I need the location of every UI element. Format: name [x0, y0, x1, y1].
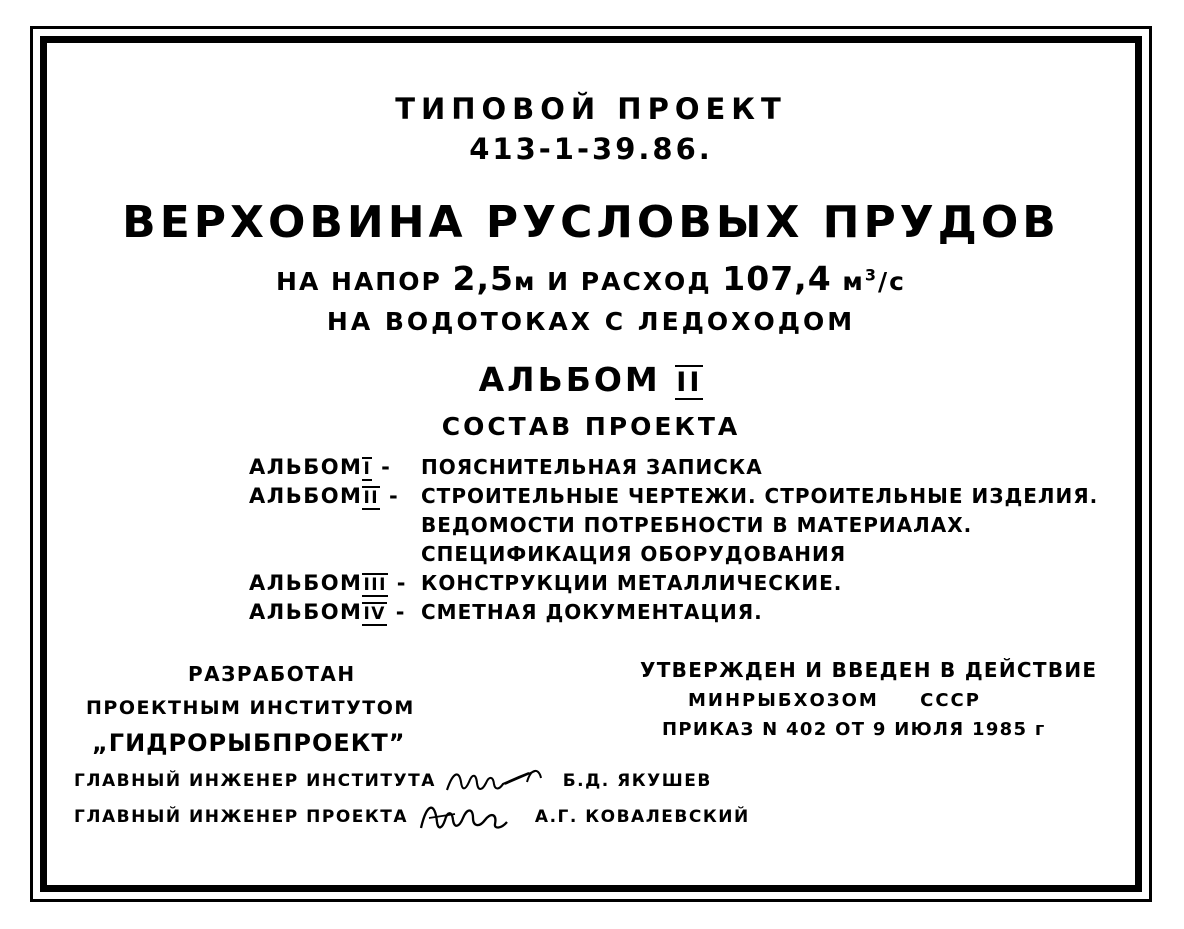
parameters-flow-unit-base: м	[842, 267, 865, 296]
list-item-continuation	[249, 513, 1019, 542]
page-title: ВЕРХОВИНА РУСЛОВЫХ ПРУДОВ	[122, 197, 1060, 248]
contents-item-prefix: АЛЬБОМ	[249, 455, 363, 479]
contents-item-number: II	[363, 488, 380, 508]
contents-item-text: СТРОИТЕЛЬНЫЕ ЧЕРТЕЖИ. СТРОИТЕЛЬНЫЕ ИЗДЕЛИЯ.	[421, 484, 1099, 508]
contents-item-dash: -	[395, 600, 406, 624]
contents-item-label	[249, 484, 421, 508]
contents-list	[249, 455, 1099, 629]
chief-engineer-project-row	[74, 807, 750, 827]
parameters-flow-unit-tail: /с	[877, 267, 906, 296]
album-number: II	[676, 367, 703, 398]
signature-yakushev	[443, 772, 555, 790]
chief-engineer-project-label: ГЛАВНЫЙ ИНЖЕНЕР ПРОЕКТА	[74, 807, 409, 827]
developer-block	[70, 662, 750, 827]
parameters-flow-unit	[842, 267, 906, 296]
list-item	[249, 571, 1019, 600]
contents-item-text: ВЕДОМОСТИ ПОТРЕБНОСТИ В МАТЕРИАЛАХ.	[421, 513, 973, 537]
signature-kovalevsky	[415, 808, 527, 826]
list-item	[249, 484, 1099, 513]
approval-country: СССР	[920, 690, 981, 711]
list-item-continuation	[249, 542, 1019, 571]
contents-item-prefix: АЛЬБОМ	[249, 600, 363, 624]
approval-line-2	[688, 690, 1110, 711]
contents-item-dash: -	[396, 571, 407, 595]
contents-item-number: III	[363, 575, 387, 595]
chief-engineer-project-name: А.Г. КОВАЛЕВСКИЙ	[534, 807, 750, 827]
parameters-head-value: 2,5	[452, 259, 514, 298]
project-label: ТИПОВОЙ ПРОЕКТ	[395, 92, 787, 126]
contents-item-label	[249, 600, 421, 624]
album-label: АЛЬБОМ	[478, 360, 661, 399]
conditions-line: НА ВОДОТОКАХ С ЛЕДОХОДОМ	[326, 307, 856, 336]
parameters-line	[54, 259, 1128, 298]
contents-item-number: I	[363, 459, 372, 479]
developer-institute-line: ПРОЕКТНЫМ ИНСТИТУТОМ	[86, 697, 415, 719]
chief-engineer-institute-name: Б.Д. ЯКУШЕВ	[562, 771, 712, 791]
parameters-head-prefix: НА НАПОР	[276, 267, 442, 296]
contents-item-text: СПЕЦИФИКАЦИЯ ОБОРУДОВАНИЯ	[421, 542, 847, 566]
list-item	[249, 600, 1019, 629]
contents-heading: СОСТАВ ПРОЕКТА	[441, 412, 741, 441]
chief-engineer-institute-row	[74, 771, 712, 791]
contents-item-text: ПОЯСНИТЕЛЬНАЯ ЗАПИСКА	[421, 455, 763, 479]
parameters-head-unit: м	[513, 267, 537, 296]
contents-item-label	[249, 455, 421, 479]
contents-item-number: IV	[363, 604, 386, 624]
contents-item-text: КОНСТРУКЦИИ МЕТАЛЛИЧЕСКИЕ.	[421, 571, 843, 595]
approval-organisation: МИНРЫБХОЗОМ	[688, 690, 879, 711]
approval-line-3: ПРИКАЗ N 402 ОТ 9 ИЮЛЯ 1985 г	[662, 719, 1046, 740]
parameters-flow-value: 107,4	[722, 259, 832, 298]
parameters-mid-text: И РАСХОД	[547, 267, 712, 296]
chief-engineer-institute-label: ГЛАВНЫЙ ИНЖЕНЕР ИНСТИТУТА	[74, 771, 436, 791]
contents-item-prefix: АЛЬБОМ	[249, 484, 363, 508]
project-number: 413-1-39.86.	[469, 132, 713, 166]
contents-item-dash: -	[388, 484, 400, 508]
contents-item-dash: -	[381, 455, 392, 479]
parameters-flow-unit-exponent: 3	[864, 265, 878, 285]
approval-block	[640, 658, 1110, 740]
contents-item-label	[249, 571, 421, 595]
contents-item-prefix: АЛЬБОМ	[249, 571, 363, 595]
developer-heading: РАЗРАБОТАН	[188, 662, 356, 686]
list-item	[249, 455, 1019, 484]
album-line	[54, 360, 1128, 399]
sheet-content	[54, 50, 1128, 878]
developer-institute-name: „ГИДРОРЫБПРОЕКТ”	[92, 729, 406, 757]
approval-line-1: УТВЕРЖДЕН И ВВЕДЕН В ДЕЙСТВИЕ	[640, 658, 1098, 682]
contents-item-text: СМЕТНАЯ ДОКУМЕНТАЦИЯ.	[421, 600, 763, 624]
